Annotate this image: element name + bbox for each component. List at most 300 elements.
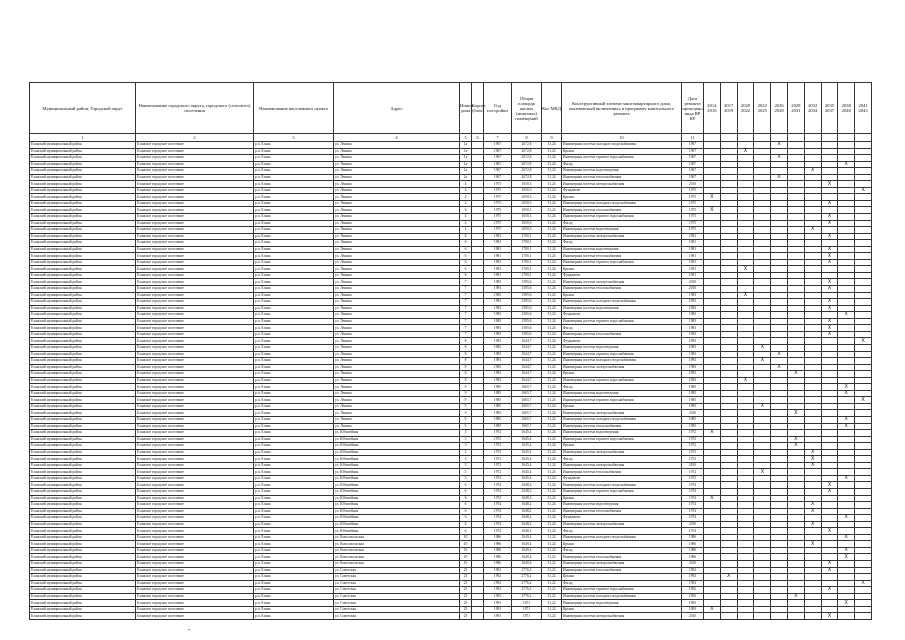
- table-cell: Инженерная система холодного водоснабжения: [562, 200, 682, 207]
- table-body: [30, 142, 872, 620]
- schedule-cell: X: [821, 482, 838, 489]
- table-cell: Фасад: [562, 161, 682, 168]
- table-cell: 1650,3: [512, 220, 542, 227]
- table-cell: р.п. Елань: [254, 371, 334, 378]
- table-cell: Еланское городское поселение: [136, 436, 254, 443]
- table-cell: 31,24: [542, 331, 562, 338]
- table-cell: 1992: [484, 593, 512, 600]
- table-cell: р.п. Елань: [254, 462, 334, 469]
- schedule-cell: X: [804, 462, 821, 469]
- table-cell: ул. Юбилейная: [334, 449, 460, 456]
- table-cell: 1975: [682, 194, 704, 201]
- table-cell: Еланский муниципальный район: [30, 423, 136, 430]
- table-cell: Еланское городское поселение: [136, 521, 254, 528]
- table-cell: 31,22: [542, 574, 562, 581]
- table-row: [30, 613, 872, 620]
- table-cell: Еланский муниципальный район: [30, 462, 136, 469]
- table-cell: Фундамент: [562, 312, 682, 319]
- table-cell: Инженерная система электроснабжения: [562, 233, 682, 240]
- table-cell: 1981: [682, 253, 704, 260]
- table-cell: 1992: [484, 567, 512, 574]
- table-cell: 31,22: [542, 561, 562, 568]
- table-cell: 1983: [682, 344, 704, 351]
- table-cell: Еланское городское поселение: [136, 390, 254, 397]
- table-cell: 31,24: [542, 390, 562, 397]
- table-cell: 6: [460, 259, 472, 266]
- table-cell: 31,24: [542, 482, 562, 489]
- schedule-cell: X: [704, 194, 721, 201]
- table-cell: 1983: [682, 371, 704, 378]
- table-cell: Еланский муниципальный район: [30, 259, 136, 266]
- schedule-cell: X: [821, 318, 838, 325]
- column-header: Наименование населенного пункта: [254, 83, 334, 134]
- table-cell: 31,24: [542, 174, 562, 181]
- schedule-cell: [838, 613, 855, 620]
- table-cell: 1650,3: [512, 227, 542, 234]
- table-cell: Еланский муниципальный район: [30, 443, 136, 450]
- table-cell: 3: [460, 475, 472, 482]
- table-cell: 1585,6: [512, 318, 542, 325]
- table-cell: Инженерная система водоотведения: [562, 246, 682, 253]
- table-cell: 1648,2: [512, 482, 542, 489]
- table-cell: 2010: [682, 462, 704, 469]
- table-cell: 1986: [484, 541, 512, 548]
- table-cell: 1974: [682, 502, 704, 509]
- schedule-cell: [720, 613, 737, 620]
- table-cell: 8: [460, 364, 472, 371]
- table-cell: Еланский муниципальный район: [30, 331, 136, 338]
- table-cell: 31,24: [542, 292, 562, 299]
- column-number: [754, 134, 771, 142]
- table-cell: Фундамент: [562, 515, 682, 522]
- table-cell: Инженерная система теплоснабжения: [562, 567, 682, 574]
- table-cell: ул. Ленина: [334, 331, 460, 338]
- table-cell: Еланский муниципальный район: [30, 305, 136, 312]
- table-cell: ул. Ленина: [334, 187, 460, 194]
- table-cell: 31,24: [542, 469, 562, 476]
- table-cell: Еланский муниципальный район: [30, 397, 136, 404]
- table-cell: Еланское городское поселение: [136, 515, 254, 522]
- table-cell: 1983: [682, 351, 704, 358]
- table-cell: 2672,8: [512, 155, 542, 162]
- schedule-cell: [704, 613, 721, 620]
- table-cell: 3: [460, 443, 472, 450]
- table-cell: 1972: [682, 430, 704, 437]
- table-cell: ул. Советская: [334, 574, 460, 581]
- table-cell: Еланское городское поселение: [136, 475, 254, 482]
- table-cell: 1983: [682, 358, 704, 365]
- table-cell: 1967: [484, 148, 512, 155]
- column-number: [821, 134, 838, 142]
- column-number: 6: [472, 134, 484, 142]
- table-cell: 1983: [484, 279, 512, 286]
- table-cell: р.п. Елань: [254, 587, 334, 594]
- table-cell: 1871: [512, 606, 542, 613]
- table-cell: 1975: [682, 187, 704, 194]
- table-cell: 1975: [484, 181, 512, 188]
- table-cell: р.п. Елань: [254, 443, 334, 450]
- table-cell: 31,24: [542, 286, 562, 293]
- table-cell: Еланское городское поселение: [136, 410, 254, 417]
- table-cell: Крыша: [562, 292, 682, 299]
- table-cell: ул. Ленина: [334, 155, 460, 162]
- table-cell: 1650,3: [512, 181, 542, 188]
- table-cell: р.п. Елань: [254, 200, 334, 207]
- table-cell: Еланский муниципальный район: [30, 338, 136, 345]
- table-cell: ул. Ленина: [334, 181, 460, 188]
- table-cell: Инженерная система горячего водоснабжения: [562, 397, 682, 404]
- table-cell: ул. Ленина: [334, 384, 460, 391]
- table-cell: 8: [460, 338, 472, 345]
- table-cell: 4: [460, 227, 472, 234]
- table-cell: 1700,1: [512, 266, 542, 273]
- table-cell: 31,24: [542, 456, 562, 463]
- table-cell: 31,24: [542, 403, 562, 410]
- table-cell: 8: [460, 351, 472, 358]
- table-cell: Еланский муниципальный район: [30, 436, 136, 443]
- table-cell: 3: [460, 462, 472, 469]
- column-number: 4: [334, 134, 460, 142]
- table-cell: р.п. Елань: [254, 161, 334, 168]
- table-cell: Еланское городское поселение: [136, 574, 254, 581]
- table-cell: Еланское городское поселение: [136, 371, 254, 378]
- table-cell: Еланский муниципальный район: [30, 456, 136, 463]
- schedule-cell: X: [838, 547, 855, 554]
- table-cell: 1985: [682, 403, 704, 410]
- table-cell: 1645,4: [512, 475, 542, 482]
- column-header: Адрес: [334, 83, 460, 134]
- table-cell: р.п. Елань: [254, 554, 334, 561]
- table-cell: ул. Ленина: [334, 207, 460, 214]
- table-cell: Фасад: [562, 528, 682, 535]
- table-cell: 8: [460, 358, 472, 365]
- table-cell: ул. Юбилейная: [334, 515, 460, 522]
- table-cell: ул. Ленина: [334, 299, 460, 306]
- table-cell: Инженерная система холодного водоснабжения: [562, 299, 682, 306]
- schedule-cell: X: [704, 495, 721, 502]
- table-cell: 31,24: [542, 194, 562, 201]
- table-cell: ул. Ленина: [334, 416, 460, 423]
- table-cell: 31,24: [542, 358, 562, 365]
- table-cell: 1648,2: [512, 502, 542, 509]
- table-cell: 1974: [484, 502, 512, 509]
- table-cell: р.п. Елань: [254, 495, 334, 502]
- table-cell: ул. Юбилейная: [334, 488, 460, 495]
- capital-repair-table: [29, 82, 872, 620]
- table-cell: 1700,1: [512, 246, 542, 253]
- table-cell: Еланский муниципальный район: [30, 318, 136, 325]
- table-cell: 31,24: [542, 200, 562, 207]
- table-cell: 1985: [484, 403, 512, 410]
- table-cell: 31,24: [542, 259, 562, 266]
- schedule-cell: X: [838, 534, 855, 541]
- table-cell: р.п. Елань: [254, 508, 334, 515]
- table-cell: 31,24: [542, 233, 562, 240]
- table-cell: Еланский муниципальный район: [30, 384, 136, 391]
- table-cell: 1983: [484, 344, 512, 351]
- table-cell: 31,22: [542, 547, 562, 554]
- column-header: Муниципальный район, Городской округ: [30, 83, 136, 134]
- table-cell: р.п. Елань: [254, 593, 334, 600]
- table-cell: р.п. Елань: [254, 338, 334, 345]
- schedule-cell: X: [771, 364, 788, 371]
- table-cell: Еланское городское поселение: [136, 318, 254, 325]
- table-cell: ул. Ленина: [334, 325, 460, 332]
- column-number: 10: [562, 134, 682, 142]
- table-cell: Крыша: [562, 606, 682, 613]
- table-cell: 1974: [484, 488, 512, 495]
- table-cell: Еланский муниципальный район: [30, 142, 136, 149]
- table-cell: ул. Ленина: [334, 148, 460, 155]
- table-cell: 1975: [484, 207, 512, 214]
- table-cell: ул. Комсомольская: [334, 534, 460, 541]
- table-cell: 1975: [484, 187, 512, 194]
- table-cell: 1974: [484, 528, 512, 535]
- table-cell: Инженерная система горячего водоснабжения: [562, 351, 682, 358]
- table-cell: 2672,8: [512, 174, 542, 181]
- table-cell: 1648,2: [512, 515, 542, 522]
- table-cell: 1974: [484, 515, 512, 522]
- schedule-cell: X: [855, 580, 872, 587]
- table-cell: 1981: [682, 240, 704, 247]
- table-cell: Еланский муниципальный район: [30, 515, 136, 522]
- table-cell: 10: [460, 547, 472, 554]
- table-cell: Еланский муниципальный район: [30, 227, 136, 234]
- table-cell: Еланский муниципальный район: [30, 155, 136, 162]
- table-cell: 10: [460, 541, 472, 548]
- table-cell: 1981: [484, 266, 512, 273]
- table-cell: ул. Советская: [334, 613, 460, 620]
- table-cell: ул. Советская: [334, 606, 460, 613]
- table-cell: р.п. Елань: [254, 600, 334, 607]
- table-cell: 1983: [484, 377, 512, 384]
- table-cell: 2672,8: [512, 148, 542, 155]
- table-cell: 1992: [484, 587, 512, 594]
- table-cell: Еланский муниципальный район: [30, 390, 136, 397]
- table-cell: Еланский муниципальный район: [30, 187, 136, 194]
- table-cell: р.п. Елань: [254, 259, 334, 266]
- table-cell: 31,24: [542, 187, 562, 194]
- table-cell: 1974: [682, 528, 704, 535]
- table-cell: 31,24: [542, 312, 562, 319]
- table-cell: ул. Ленина: [334, 220, 460, 227]
- table-cell: Еланский муниципальный район: [30, 502, 136, 509]
- table-cell: Еланский муниципальный район: [30, 469, 136, 476]
- schedule-cell: X: [821, 279, 838, 286]
- table-cell: 23: [460, 587, 472, 594]
- column-number: 9: [542, 134, 562, 142]
- table-cell: 1983: [682, 318, 704, 325]
- table-cell: Еланское городское поселение: [136, 312, 254, 319]
- schedule-cell: X: [704, 430, 721, 437]
- table-cell: 31,24: [542, 436, 562, 443]
- table-cell: Еланское городское поселение: [136, 200, 254, 207]
- table-cell: р.п. Елань: [254, 377, 334, 384]
- table-cell: 1967: [484, 155, 512, 162]
- table-cell: 1665,7: [512, 397, 542, 404]
- schedule-cell: X: [821, 587, 838, 594]
- table-cell: Еланский муниципальный район: [30, 148, 136, 155]
- table-cell: Еланское городское поселение: [136, 541, 254, 548]
- table-cell: 31,24: [542, 272, 562, 279]
- table-cell: 31,24: [542, 371, 562, 378]
- table-cell: 1974: [484, 495, 512, 502]
- table-cell: Еланское городское поселение: [136, 561, 254, 568]
- table-cell: Еланское городское поселение: [136, 358, 254, 365]
- table-cell: Инженерная система холодного водоснабжения: [562, 416, 682, 423]
- table-cell: Фасад: [562, 456, 682, 463]
- table-cell: р.п. Елань: [254, 547, 334, 554]
- table-cell: 1974: [682, 508, 704, 515]
- table-cell: Крыша: [562, 266, 682, 273]
- table-cell: 1983: [682, 299, 704, 306]
- column-header: 2026 2028: [771, 83, 788, 134]
- schedule-cell: X: [855, 187, 872, 194]
- table-cell: ул. Ленина: [334, 259, 460, 266]
- table-cell: 1972: [484, 462, 512, 469]
- table-cell: 1665,7: [512, 390, 542, 397]
- table-cell: Инженерная система горячего водоснабжения: [562, 377, 682, 384]
- table-cell: 1981: [682, 233, 704, 240]
- table-cell: ул. Советская: [334, 600, 460, 607]
- table-cell: 2672,8: [512, 161, 542, 168]
- table-cell: 31,24: [542, 488, 562, 495]
- schedule-cell: X: [838, 600, 855, 607]
- table-cell: 1985: [682, 423, 704, 430]
- table-cell: р.п. Елань: [254, 331, 334, 338]
- schedule-cell: [771, 613, 788, 620]
- table-cell: 1983: [484, 286, 512, 293]
- table-cell: Еланский муниципальный район: [30, 410, 136, 417]
- table-cell: 4: [460, 187, 472, 194]
- table-cell: 1644,7: [512, 377, 542, 384]
- schedule-cell: X: [821, 220, 838, 227]
- table-cell: Инженерная система горячего водоснабжения: [562, 436, 682, 443]
- table-cell: 1985: [682, 384, 704, 391]
- table-cell: ул. Ленина: [334, 272, 460, 279]
- table-cell: 31,24: [542, 207, 562, 214]
- table-cell: ул. Советская: [334, 587, 460, 594]
- schedule-cell: X: [821, 200, 838, 207]
- table-cell: 1645,4: [512, 462, 542, 469]
- schedule-cell: X: [838, 312, 855, 319]
- table-cell: 2776,2: [512, 567, 542, 574]
- table-cell: 31,24: [542, 168, 562, 175]
- schedule-cell: X: [787, 371, 804, 378]
- column-header: Кол МКД: [542, 83, 562, 134]
- table-cell: 1665,7: [512, 384, 542, 391]
- schedule-cell: X: [737, 148, 754, 155]
- column-header: Конструктивный элемент многоквартирного дома, оказываемый включенных в программу капитального ремонта: [562, 83, 682, 134]
- table-cell: 1992: [682, 574, 704, 581]
- table-cell: 31,24: [542, 299, 562, 306]
- table-cell: 1975: [484, 200, 512, 207]
- schedule-cell: X: [821, 233, 838, 240]
- table-cell: Фасад: [562, 580, 682, 587]
- table-cell: Еланский муниципальный район: [30, 358, 136, 365]
- table-cell: 1585,6: [512, 286, 542, 293]
- table-cell: 1871: [512, 613, 542, 620]
- table-cell: ул. Юбилейная: [334, 482, 460, 489]
- table-cell: р.п. Елань: [254, 469, 334, 476]
- table-cell: 1972: [484, 449, 512, 456]
- table-cell: р.п. Елань: [254, 272, 334, 279]
- table-cell: Инженерная система холодного водоснабжения: [562, 593, 682, 600]
- table-cell: Еланское городское поселение: [136, 305, 254, 312]
- table-cell: 1644,7: [512, 338, 542, 345]
- table-cell: 31,24: [542, 266, 562, 273]
- table-cell: Еланское городское поселение: [136, 279, 254, 286]
- column-number: [787, 134, 804, 142]
- table-cell: Еланское городское поселение: [136, 547, 254, 554]
- table-cell: ул. Ленина: [334, 410, 460, 417]
- schedule-cell: X: [821, 286, 838, 293]
- table-cell: 31,24: [542, 142, 562, 149]
- table-cell: р.п. Елань: [254, 148, 334, 155]
- table-cell: ул. Ленина: [334, 423, 460, 430]
- table-cell: р.п. Елань: [254, 358, 334, 365]
- schedule-cell: X: [720, 574, 737, 581]
- table-cell: 1665,7: [512, 410, 542, 417]
- schedule-cell: X: [704, 606, 721, 613]
- table-cell: 1644,7: [512, 364, 542, 371]
- table-cell: р.п. Елань: [254, 155, 334, 162]
- table-cell: 1975: [682, 207, 704, 214]
- schedule-cell: X: [838, 384, 855, 391]
- schedule-cell: X: [771, 351, 788, 358]
- table-cell: Еланский муниципальный район: [30, 174, 136, 181]
- table-cell: ул. Комсомольская: [334, 541, 460, 548]
- table-cell: р.п. Елань: [254, 430, 334, 437]
- table-cell: ул. Юбилейная: [334, 495, 460, 502]
- table-cell: 1983: [484, 325, 512, 332]
- table-cell: р.п. Елань: [254, 364, 334, 371]
- table-cell: р.п. Елань: [254, 488, 334, 495]
- table-cell: 1650,3: [512, 214, 542, 221]
- table-cell: Инженерная система горячего водоснабжения: [562, 259, 682, 266]
- schedule-cell: X: [821, 305, 838, 312]
- table-cell: 10: [460, 554, 472, 561]
- table-cell: 7: [460, 312, 472, 319]
- table-cell: 4: [460, 181, 472, 188]
- table-cell: Еланский муниципальный район: [30, 488, 136, 495]
- table-cell: 1585,6: [512, 305, 542, 312]
- table-cell: Еланский муниципальный район: [30, 475, 136, 482]
- schedule-cell: X: [821, 567, 838, 574]
- schedule-cell: X: [804, 449, 821, 456]
- table-cell: ул. Ленина: [334, 233, 460, 240]
- column-header: 2038 2040: [838, 83, 855, 134]
- table-cell: Фасад: [562, 547, 682, 554]
- table-cell: Инженерная система горячего водоснабжения: [562, 488, 682, 495]
- table-cell: 1650,3: [512, 194, 542, 201]
- table-cell: 31,24: [542, 161, 562, 168]
- table-cell: 31,24: [542, 449, 562, 456]
- table-cell: 1650,3: [512, 200, 542, 207]
- table-cell: 1972: [682, 449, 704, 456]
- table-cell: ул. Ленина: [334, 358, 460, 365]
- table-cell: 1972: [682, 436, 704, 443]
- table-cell: ул. Ленина: [334, 397, 460, 404]
- table-cell: Еланское городское поселение: [136, 148, 254, 155]
- table-cell: Еланское городское поселение: [136, 227, 254, 234]
- table-cell: р.п. Елань: [254, 194, 334, 201]
- table-cell: 1983: [484, 371, 512, 378]
- table-cell: 1981: [484, 259, 512, 266]
- table-cell: 1а: [460, 174, 472, 181]
- table-cell: 1585,6: [512, 292, 542, 299]
- table-cell: 6: [460, 515, 472, 522]
